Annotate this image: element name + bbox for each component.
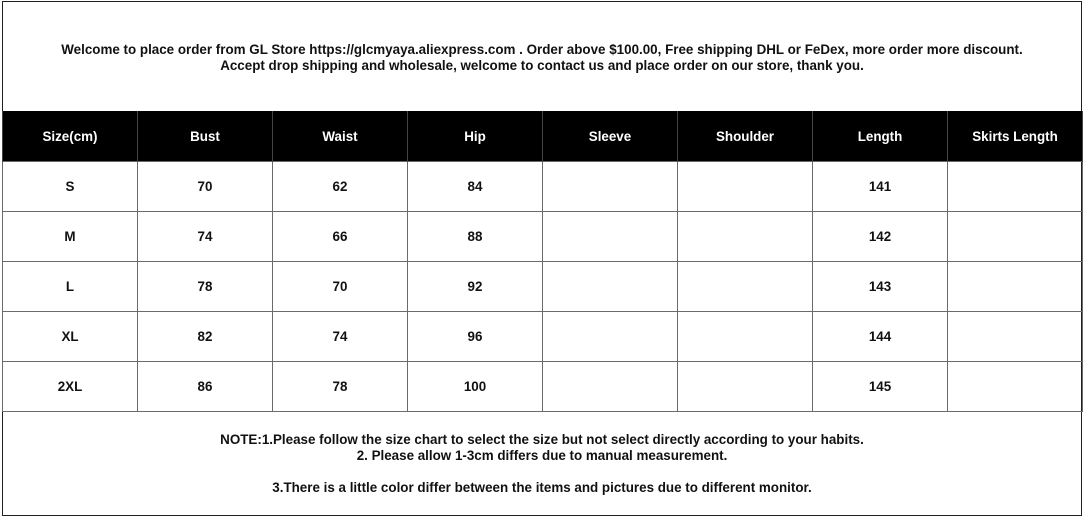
cell-sleeve [543,262,678,312]
cell-bust: 70 [138,162,273,212]
cell-skirts-length [948,312,1083,362]
cell-shoulder [678,212,813,262]
cell-shoulder [678,262,813,312]
cell-shoulder [678,312,813,362]
column-header-waist: Waist [273,111,408,162]
note-line-1: NOTE:1.Please follow the size chart to select the size but not select directly according to your habits. [220,432,864,447]
cell-length: 141 [813,162,948,212]
cell-shoulder [678,162,813,212]
column-header-size: Size(cm) [3,111,138,162]
cell-size: L [3,262,138,312]
cell-hip: 84 [408,162,543,212]
store-notice [3,2,1081,110]
column-header-hip: Hip [408,111,543,162]
cell-sleeve [543,362,678,412]
size-table [2,111,1083,412]
cell-bust: 82 [138,312,273,362]
cell-bust: 74 [138,212,273,262]
cell-hip: 88 [408,212,543,262]
column-header-bust: Bust [138,111,273,162]
cell-sleeve [543,162,678,212]
note-line-2: 2. Please allow 1-3cm differs due to manual measurement. [356,448,728,463]
size-chart [2,1,1082,516]
cell-length: 143 [813,262,948,312]
store-notice-line-2: Accept drop shipping and wholesale, welcome to contact us and place order on our store, thank you. [220,58,864,73]
cell-sleeve [543,312,678,362]
cell-waist: 74 [273,312,408,362]
table-row [3,362,1083,412]
cell-waist: 62 [273,162,408,212]
cell-length: 144 [813,312,948,362]
cell-sleeve [543,212,678,262]
cell-hip: 100 [408,362,543,412]
cell-hip: 92 [408,262,543,312]
cell-skirts-length [948,212,1083,262]
cell-length: 142 [813,212,948,262]
cell-hip: 96 [408,312,543,362]
table-row [3,312,1083,362]
cell-size: S [3,162,138,212]
cell-skirts-length [948,362,1083,412]
column-header-shoulder: Shoulder [678,111,813,162]
note-line-3: 3.There is a little color differ between the items and pictures due to different monitor. [272,480,812,495]
table-row [3,262,1083,312]
cell-size: M [3,212,138,262]
cell-size: XL [3,312,138,362]
cell-skirts-length [948,162,1083,212]
cell-waist: 70 [273,262,408,312]
cell-shoulder [678,362,813,412]
cell-bust: 78 [138,262,273,312]
table-header-row [3,111,1083,162]
column-header-length: Length [813,111,948,162]
note-spacer [3,464,1081,480]
table-row [3,162,1083,212]
cell-skirts-length [948,262,1083,312]
column-header-skirts-length: Skirts Length [948,111,1083,162]
cell-size: 2XL [3,362,138,412]
cell-length: 145 [813,362,948,412]
size-notes [3,410,1081,516]
store-notice-line-1: Welcome to place order from GL Store https://glcmyaya.aliexpress.com . Order above $100.00, Free shipping DHL or FeDex, more order more discount. [61,42,1023,57]
cell-waist: 66 [273,212,408,262]
cell-waist: 78 [273,362,408,412]
cell-bust: 86 [138,362,273,412]
column-header-sleeve: Sleeve [543,111,678,162]
table-row [3,212,1083,262]
